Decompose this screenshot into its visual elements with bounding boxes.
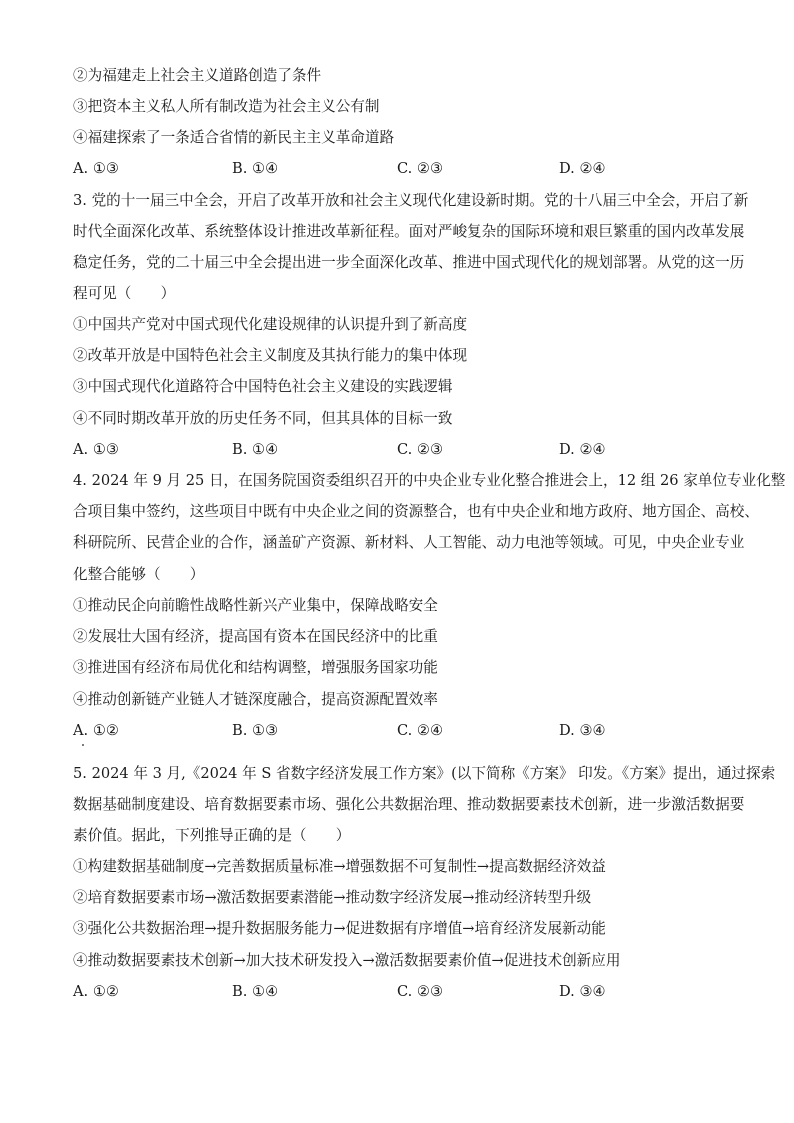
q5-option-2: ②培育数据要素市场→激活数据要素潜能→推动数字经济发展→推动经济转型升级	[73, 889, 592, 906]
q2-option-4: ④福建探索了一条适合省情的新民主主义革命道路	[73, 129, 395, 146]
q4-option-1: ①推动民企向前瞻性战略性新兴产业集中，保障战略安全	[73, 597, 438, 614]
q4-choice-b: B. ①③	[232, 722, 279, 739]
q3-stem-line-2: 时代全面深化改革、系统整体设计推进改革新征程。面对严峻复杂的国际环境和艰巨繁重的国内改革发展	[73, 223, 745, 240]
q5-option-4: ④推动数据要素技术创新→加大技术研发投入→激活数据要素价值→促进技术创新应用	[73, 952, 621, 969]
q5-stem-line-3: 素价值。据此，下列推导正确的是（ ）	[73, 827, 351, 844]
q5-answer-choices	[73, 982, 733, 1002]
q2-answer-choices	[73, 159, 733, 179]
q3-option-1: ①中国共产党对中国式现代化建设规律的认识提升到了新高度	[73, 316, 468, 333]
q3-stem-line-1: 3. 党的十一届三中全会，开启了改革开放和社会主义现代化建设新时期。党的十八届三中全会，开启了新	[73, 192, 749, 209]
q4-option-3: ③推进国有经济布局优化和结构调整，增强服务国家功能	[73, 659, 438, 676]
q2-choice-d: D. ②④	[559, 160, 606, 177]
q3-choice-a: A. ①③	[73, 441, 119, 458]
q5-option-1: ①构建数据基础制度→完善数据质量标准→增强数据不可复制性→提高数据经济效益	[73, 858, 606, 875]
q4-choice-a: A. ①②	[73, 722, 119, 739]
q2-choice-c: C. ②③	[397, 160, 444, 177]
q5-option-3: ③强化公共数据治理→提升数据服务能力→促进数据有序增值→培育经济发展新动能	[73, 920, 606, 937]
q3-stem-line-3: 稳定任务，党的二十届三中全会提出进一步全面深化改革、推进中国式现代化的规划部署。从党的这一历	[73, 254, 745, 271]
q5-choice-a: A. ①②	[73, 983, 119, 1000]
q3-option-2: ②改革开放是中国特色社会主义制度及其执行能力的集中体现	[73, 347, 468, 364]
q2-choice-a: A. ①③	[73, 160, 119, 177]
q5-stem-line-1: 5. 2024 年 3 月,《2024 年 S 省数字经济发展工作方案》(以下简称《方案》 印发。《方案》提出，通过探索	[73, 765, 776, 782]
q4-option-4: ④推动创新链产业链人才链深度融合，提高资源配置效率	[73, 691, 438, 708]
q4-stem-line-4: 化整合能够（ ）	[73, 566, 205, 583]
q4-answer-choices	[73, 721, 733, 741]
q3-stem-line-4: 程可见（ ）	[73, 285, 176, 302]
q3-choice-c: C. ②③	[397, 441, 444, 458]
q5-choice-b: B. ①④	[232, 983, 279, 1000]
stray-dot-mark	[82, 744, 84, 746]
q3-choice-b: B. ①④	[232, 441, 279, 458]
q4-stem-line-1: 4. 2024 年 9 月 25 日，在国务院国资委组织召开的中央企业专业化整合推进会上，12 组 26 家单位专业化整	[73, 472, 786, 489]
q2-option-3: ③把资本主义私人所有制改造为社会主义公有制	[73, 98, 380, 115]
q3-choice-d: D. ②④	[559, 441, 606, 458]
q5-stem-line-2: 数据基础制度建设、培育数据要素市场、强化公共数据治理、推动数据要素技术创新，进一步激活数据要	[73, 796, 745, 813]
q3-option-4: ④不同时期改革开放的历史任务不同，但其具体的目标一致	[73, 410, 453, 427]
q3-option-3: ③中国式现代化道路符合中国特色社会主义建设的实践逻辑	[73, 378, 453, 395]
q4-choice-c: C. ②④	[397, 722, 444, 739]
q4-option-2: ②发展壮大国有经济，提高国有资本在国民经济中的比重	[73, 628, 438, 645]
q2-choice-b: B. ①④	[232, 160, 279, 177]
q4-stem-line-3: 科研院所、民营企业的合作，涵盖矿产资源、新材料、人工智能、动力电池等领域。可见，中央企业专业	[73, 534, 745, 551]
q5-choice-d: D. ③④	[559, 983, 606, 1000]
q4-stem-line-2: 合项目集中签约，这些项目中既有中央企业之间的资源整合，也有中央企业和地方政府、地方国企、高校、	[73, 503, 759, 520]
q2-option-2: ②为福建走上社会主义道路创造了条件	[73, 67, 322, 84]
q5-choice-c: C. ②③	[397, 983, 444, 1000]
q3-answer-choices	[73, 440, 733, 460]
q4-choice-d: D. ③④	[559, 722, 606, 739]
